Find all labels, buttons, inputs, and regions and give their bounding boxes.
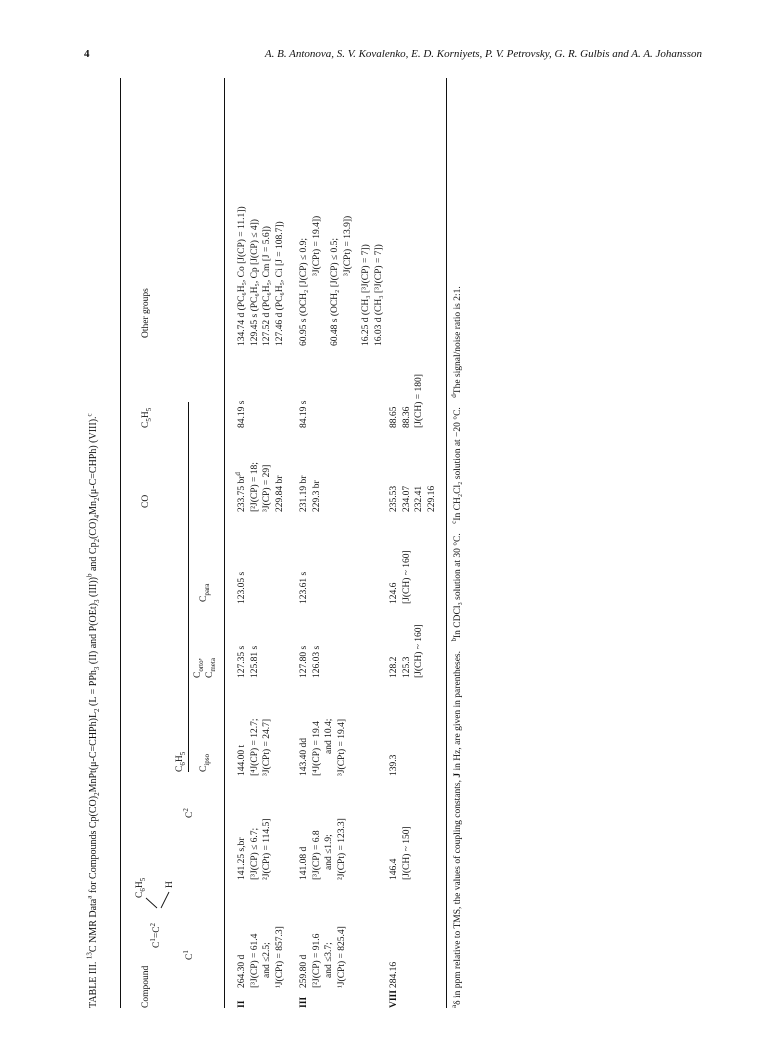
footnote-a-text: in Hz, are given in parentheses.	[453, 651, 463, 773]
header-co: CO	[141, 494, 151, 508]
cell-c-ipso	[236, 719, 274, 777]
cell-line: [³J(CP) ≤ 6.7;	[249, 827, 260, 880]
header-c-meta-sub: meta	[208, 658, 217, 672]
cell-line: ³J(CPt) = 19.4])	[311, 215, 322, 276]
header-c1-letter: C	[185, 953, 195, 960]
cell-line: ³J(CPt) = 24.7]	[262, 718, 273, 776]
header-c6h5-c: C	[175, 765, 185, 772]
structure-ph-sub: 5	[138, 877, 147, 882]
cell-line: 234.07	[401, 485, 412, 512]
rotated-table	[85, 74, 708, 1008]
cell-c5h5	[388, 374, 426, 428]
header-c2	[181, 808, 197, 818]
cell-line: ²J(CPt) = 123.3]	[336, 818, 347, 880]
caption-part: (III))	[88, 577, 99, 600]
cell-line: ¹J(CPt) = 857.3]	[274, 926, 285, 988]
header-c5h5	[140, 408, 153, 428]
header-c6h5	[174, 752, 187, 772]
cell-line: [³J(CP) = 6.8	[311, 830, 322, 880]
cell-line: [J(CH) ~ 160]	[401, 550, 412, 604]
caption-part: C NMR Data	[88, 898, 99, 953]
cell-c1	[388, 962, 401, 988]
caption-part: (L = PPh	[88, 670, 99, 709]
cell-line: 259.80 d	[299, 954, 309, 988]
cell-line: 126.03 s	[311, 645, 322, 678]
caption-part: MnPt(μ-C=CHPh)L	[88, 711, 99, 793]
cell-line: 235.53	[389, 485, 399, 512]
caption-part: b	[85, 573, 94, 578]
cell-line: 60.48 s (OCH₂ [J(CP) ≤ 0.5;	[330, 237, 341, 346]
header-c6h5-sub: 5	[178, 751, 187, 756]
table-caption	[85, 74, 101, 1008]
cell-line: and ≤1.9;	[324, 834, 335, 870]
structure-bonds	[140, 842, 180, 992]
footnote-d-mark: d	[449, 394, 458, 398]
cell-line: 127.46 d (PC₆H₅, Ci [J = 108.7])	[274, 221, 285, 346]
cell-line: [J(CH) = 180]	[414, 374, 425, 428]
header-c5h5-sub: 5	[144, 418, 153, 422]
cell-c1	[298, 926, 348, 988]
caption-part: (CO)	[88, 518, 99, 539]
structure-ph-h: H	[135, 881, 145, 889]
footnote-d-mark: d	[233, 472, 242, 476]
cell-line: and 10.4;	[324, 718, 335, 754]
cell-c2	[298, 818, 348, 880]
caption-part: for Compounds Cp(CO)	[88, 795, 99, 896]
bond-to-h	[161, 892, 169, 908]
header-c-meta	[204, 658, 217, 678]
caption-part: 2	[93, 792, 101, 796]
cell-line	[233, 462, 249, 512]
caption-part: 2	[93, 708, 101, 712]
structure-double-bond-c: =C	[152, 926, 162, 939]
caption-part: (μ-C=CHPh) (VIII).	[88, 416, 99, 498]
header-c1-sup: 1	[181, 950, 190, 954]
cell-line: ³J(CPt) = 13.9])	[342, 215, 353, 276]
cell-c2	[388, 826, 413, 880]
row-compound-id: VIII	[389, 990, 399, 1008]
cell-line: 16.25 d (CH₃ [³J(CP) = 7])	[361, 244, 372, 346]
header-c5h5-c: C	[141, 421, 151, 428]
cell-line: and ≤3.7;	[324, 942, 335, 978]
cell-line: 123.61 s	[299, 571, 309, 604]
footnote-c-text: In CH₂Cl₂ solution at −20 °C.	[453, 407, 463, 521]
caption-part: 3	[93, 666, 101, 671]
structure-c2-sup: 2	[148, 922, 157, 927]
cell-line: 143.40 dd	[299, 738, 309, 776]
caption-part: 2	[93, 497, 101, 501]
header-c-ipso-c: C	[199, 765, 209, 772]
cell-line: ³J(CPt) = 19.4]	[336, 718, 347, 776]
cell-line: 127.80 s	[299, 645, 309, 678]
cell-c2	[236, 819, 274, 880]
row-compound-id: II	[237, 1000, 247, 1008]
cell-line: 128.2	[389, 656, 399, 678]
cell-line: [²J(CP) = 91.6	[311, 933, 322, 988]
table-footnotes	[449, 78, 465, 1008]
caption-part: 3	[93, 599, 101, 603]
cell-line: 232.41	[414, 485, 425, 512]
header-compound: Compound	[141, 965, 151, 1008]
header-c-ipso-sub: ipso	[202, 753, 211, 766]
cell-line: 88.36	[401, 406, 412, 428]
cell-line: 127.35 s	[237, 645, 247, 678]
cell-line: 139.3	[389, 754, 399, 776]
cell-co	[233, 462, 286, 512]
cell-c-ipso	[298, 719, 348, 776]
cell-line: ²J(CPt) = 114.5]	[262, 818, 273, 880]
cell-co	[388, 486, 438, 512]
cell-line: 129.45 s (PC₆H₅, Cp [J(CP) ≤ 4])	[249, 219, 260, 346]
caption-part: 2	[93, 538, 101, 543]
structure-c1-sup: 1	[148, 938, 157, 942]
running-header-authors: A. B. Antonova, S. V. Kovalenko, E. D. Korniyets, P. V. Petrovsky, G. R. Gulbis and A. A. Johansson	[264, 48, 702, 60]
footnote-a-text: δ in ppm relative to TMS, the values of coupling constants,	[453, 777, 463, 1005]
vinylidene-structure	[135, 842, 180, 992]
top-rule	[120, 78, 121, 1008]
cell-other-groups	[298, 216, 386, 346]
c6h5-group-rule	[188, 402, 189, 772]
cell-line: 264.30 d	[237, 954, 247, 988]
footnote-a-mark: a	[449, 1004, 458, 1008]
cell-line: 229.3 br	[311, 480, 322, 512]
cell-line: 134.74 d (PC₆H₅, Co [J(CP) = 11.1])	[237, 206, 247, 346]
page-number: 4	[84, 48, 90, 60]
cell-line: 60.95 s (OCH₂ [J(CP) ≤ 0.9;	[299, 237, 309, 346]
caption-part: (II) and P(OEt)	[88, 603, 99, 667]
footnote-c-mark: c	[449, 520, 458, 524]
cell-line: 141.08 d	[299, 846, 309, 880]
header-rule	[224, 78, 225, 1008]
cell-c-para	[236, 572, 249, 604]
cell-line: and ≤2.5;	[262, 942, 273, 978]
caption-part: a	[85, 895, 94, 899]
header-c-para-c: C	[199, 595, 209, 602]
cell-c5h5	[298, 401, 311, 428]
cell-c-para	[388, 550, 413, 604]
cell-c1	[236, 926, 286, 988]
cell-line: 284.16	[389, 961, 399, 988]
header-c-ipso	[198, 754, 211, 772]
structure-ph-c: C	[135, 891, 145, 898]
header-c5h5-h: H	[141, 411, 151, 419]
footnote-a-bold: J	[453, 772, 463, 778]
cell-line: 16.03 d (CH₃ [³J(CP) = 7])	[373, 244, 384, 346]
caption-part: Mn	[88, 500, 99, 515]
caption-part: TABLE III.	[88, 959, 99, 1008]
cell-line: [J(CH) ~ 160]	[414, 624, 425, 678]
cell-c5h5	[236, 401, 249, 428]
cell-line: [⁴J(CP) = 12.7;	[249, 718, 260, 776]
header-c-orto-c: C	[193, 671, 203, 678]
caption-part: c	[85, 413, 94, 417]
header-c6h5-h: H	[175, 755, 185, 763]
cell-c-para	[298, 572, 311, 604]
header-c-orto-sub: orto	[196, 660, 205, 672]
cell-line: 84.19 s	[237, 400, 247, 428]
header-other-groups: Other groups	[141, 288, 151, 338]
header-c-para-sub: para	[202, 583, 211, 596]
header-c-orto: $C_{orto}$,	[193, 658, 205, 678]
bond-to-phenyl	[146, 898, 157, 908]
footnote-b-text: In CDCl₃ solution at 30 °C.	[453, 533, 463, 638]
cell-line: 127.52 d (PC₆H₅, Cm [J = 5.6])	[262, 226, 273, 346]
caption-part: and Cp	[88, 542, 99, 574]
bottom-rule	[446, 78, 447, 1008]
cell-line: [⁴J(CP) = 19.4	[311, 721, 322, 776]
cell-line: [³J(CP) = 61.4	[249, 933, 260, 988]
header-c5h5-sub: 5	[144, 407, 153, 412]
cell-line: 231.19 br	[299, 475, 309, 512]
structure-h: H	[165, 881, 175, 888]
header-c6h5-sub: 6	[178, 762, 187, 766]
structure-c1: C	[152, 941, 162, 948]
cell-line: 84.19 s	[299, 400, 309, 428]
cell-c-ipso	[388, 755, 401, 776]
cell-line: 123.05 s	[237, 571, 247, 604]
cell-c-orto-meta	[236, 646, 261, 678]
cell-line: 229.16	[426, 485, 437, 512]
caption-part: 13	[85, 952, 94, 960]
header-c1	[181, 950, 197, 960]
cell-line: [J(CH) ~ 150]	[401, 826, 412, 880]
cell-line: 125.3	[401, 656, 412, 678]
cell-c-orto-meta	[388, 624, 426, 678]
cell-line: ³J(CP) = 29]	[262, 464, 273, 512]
cell-co	[298, 476, 323, 512]
footnote-d-text: The signal/noise ratio is 2:1.	[453, 286, 463, 395]
cell-line: [²J(CP) = 18;	[249, 462, 260, 512]
structure-ph-sub: 6	[138, 888, 147, 892]
cell-line: ¹J(CPt) = 825.4]	[336, 926, 347, 988]
header-c-para	[198, 584, 211, 602]
cell-line: 125.81 s	[249, 645, 260, 678]
cell-line: 229.84 br	[274, 475, 285, 512]
header-c2-letter: C	[185, 811, 195, 818]
cell-line: 144.00 t	[237, 744, 247, 776]
header-c2-sup: 2	[181, 808, 190, 812]
header-c-meta-c: C	[205, 671, 215, 678]
caption-part: 4	[93, 514, 101, 519]
cell-line: 141.25 s,br	[237, 837, 247, 880]
cell-line: 124.6	[389, 582, 399, 604]
row-compound-id: III	[299, 996, 309, 1008]
footnote-b-mark: b	[449, 638, 458, 642]
cell-line: 146.4	[389, 858, 399, 880]
cell-other-groups	[236, 206, 286, 346]
cell-line: 88.65	[389, 406, 399, 428]
co-value: 233.75 br	[237, 475, 247, 512]
cell-c-orto-meta	[298, 646, 323, 678]
